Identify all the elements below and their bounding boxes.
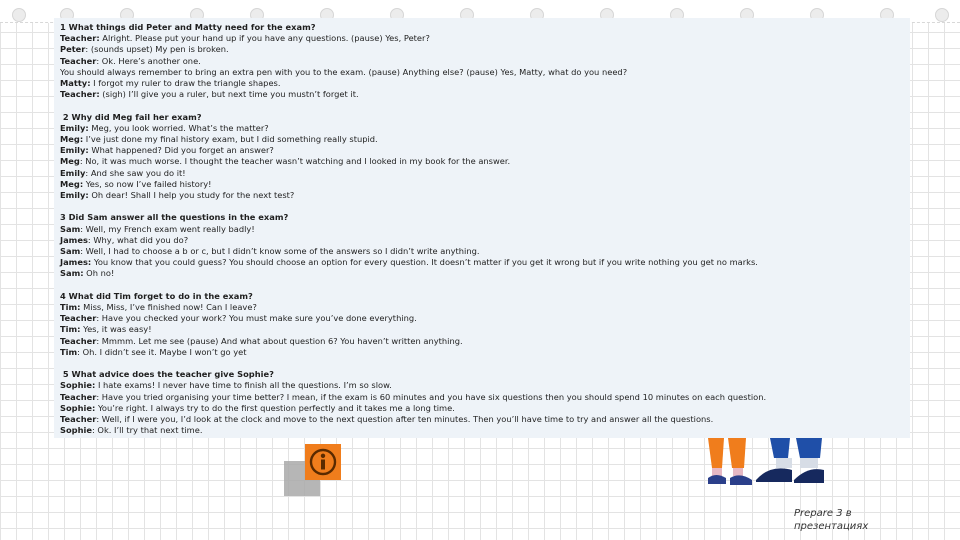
dialogue-line xyxy=(60,44,910,55)
students-legs-illustration xyxy=(700,438,830,494)
line-text: I hate exams! I never have time to finish all the questions. I’m so slow. xyxy=(95,380,392,391)
speaker-name: Meg xyxy=(60,156,80,167)
info-button[interactable] xyxy=(305,444,341,480)
speaker-name: Peter xyxy=(60,44,86,55)
line-text: : Why, what did you do? xyxy=(87,234,189,245)
line-text: : Ok. I’ll try that next time. xyxy=(92,425,203,436)
speaker-name: Meg: xyxy=(60,178,84,189)
speaker-name: Sam xyxy=(60,223,81,234)
line-text: : And she saw you do it! xyxy=(85,167,186,178)
dialogue-line xyxy=(60,123,910,134)
speaker-name: James: xyxy=(60,257,92,268)
dialogue-line xyxy=(60,67,910,78)
dialogue-block xyxy=(60,369,910,436)
speaker-name: James xyxy=(60,234,88,245)
question-heading: 4 What did Tim forget to do in the exam? xyxy=(60,290,253,301)
line-text: : Have you tried organising your time better? I mean, if the exam is 60 minutes and you have six questions then you should spend 10 minutes on each question. xyxy=(96,391,767,402)
line-text: What happened? Did you forget an answer? xyxy=(88,145,274,156)
line-text: : No, it was much worse. I thought the teacher wasn’t watching and I looked in my book for the answer. xyxy=(79,156,511,167)
speaker-name: Sophie: xyxy=(60,402,96,413)
dialogue-line xyxy=(60,33,910,44)
speaker-name: Matty: xyxy=(60,78,91,89)
line-text: : Well, if I were you, I’d look at the clock and move to the next question after ten minutes. Then you’ll have time to try and answer all the questions. xyxy=(96,414,714,425)
speaker-name: Tim xyxy=(60,346,78,357)
line-text: Oh no! xyxy=(83,268,115,279)
dialogue-line xyxy=(60,336,910,347)
dialogue-block xyxy=(60,112,910,202)
dialogue-line xyxy=(60,78,910,89)
dialogue-line xyxy=(60,392,910,403)
question-heading: 3 Did Sam answer all the questions in the exam? xyxy=(60,212,289,223)
question-heading: 5 What advice does the teacher give Sophie? xyxy=(60,369,274,380)
line-text: Alright. Please put your hand up if you have any questions. (pause) Yes, Peter? xyxy=(99,33,430,44)
dialogue-block xyxy=(60,22,910,100)
speaker-name: Teacher xyxy=(60,335,97,346)
dialogue-line xyxy=(60,235,910,246)
speaker-name: Sophie xyxy=(60,425,92,436)
info-icon xyxy=(309,448,337,476)
dialogue-line xyxy=(60,145,910,156)
dialogue-line xyxy=(60,324,910,335)
dialogue-line xyxy=(60,168,910,179)
dialogue-line xyxy=(60,156,910,167)
question-heading: 1 What things did Peter and Matty need for the exam? xyxy=(60,22,316,32)
dialogue-line xyxy=(60,257,910,268)
speaker-name: Sophie: xyxy=(60,380,96,391)
line-text: : Well, I had to choose a b or c, but I didn’t know some of the answers so I didn’t write anything. xyxy=(80,246,480,257)
line-text: You should always remember to bring an extra pen with you to the exam. (pause) Anything else? (pause) Yes, Matty, what do you need? xyxy=(60,66,628,77)
dialogue-line xyxy=(60,313,910,324)
dialogue-line xyxy=(60,134,910,145)
line-text: I forgot my ruler to draw the triangle shapes. xyxy=(90,78,281,89)
speaker-name: Tim: xyxy=(60,302,81,313)
line-text: : Ok. Here’s another one. xyxy=(96,55,201,66)
dialogue-line xyxy=(60,89,910,100)
speaker-name: Emily: xyxy=(60,190,89,201)
speaker-name: Teacher: xyxy=(60,89,100,100)
question-heading: 2 Why did Meg fail her exam? xyxy=(60,111,202,122)
line-text: : Mmmm. Let me see (pause) And what about question 6? You haven’t written anything. xyxy=(96,335,463,346)
transcript-panel xyxy=(54,18,910,438)
speaker-name: Sam xyxy=(60,246,81,257)
speaker-name: Teacher xyxy=(60,313,97,324)
speaker-name: Teacher xyxy=(60,414,97,425)
dialogue-line xyxy=(60,347,910,358)
dialogue-line xyxy=(60,56,910,67)
line-text: I’ve just done my final history exam, but I did something really stupid. xyxy=(83,134,378,145)
speaker-name: Teacher xyxy=(60,391,97,402)
line-text: (sigh) I’ll give you a ruler, but next time you mustn’t forget it. xyxy=(99,89,359,100)
speaker-name: Sam: xyxy=(60,268,84,279)
dialogue-line xyxy=(60,246,910,257)
dialogue-line xyxy=(60,190,910,201)
speaker-name: Meg: xyxy=(60,134,84,145)
line-text: Yes, it was easy! xyxy=(80,324,152,335)
line-text: : Well, my French exam went really badly! xyxy=(80,223,255,234)
line-text: : (sounds upset) My pen is broken. xyxy=(85,44,229,55)
dialogue-block xyxy=(60,212,910,279)
binder-ring xyxy=(935,8,949,22)
dialogue-line xyxy=(60,403,910,414)
line-text: : Have you checked your work? You must make sure you’ve done everything. xyxy=(96,313,417,324)
line-text: You know that you could guess? You should choose an option for every question. It doesn’t matter if you get it wrong but if you write nothing you get no marks. xyxy=(91,257,758,268)
speaker-name: Teacher: xyxy=(60,33,100,44)
speaker-name: Teacher xyxy=(60,55,97,66)
speaker-name: Emily xyxy=(60,167,86,178)
line-text: You’re right. I always try to do the first question perfectly and it takes me a long time. xyxy=(95,402,455,413)
line-text: Miss, Miss, I’ve finished now! Can I leave? xyxy=(80,302,257,313)
dialogue-line xyxy=(60,302,910,313)
dialogue-line xyxy=(60,380,910,391)
line-text: Oh dear! Shall I help you study for the next test? xyxy=(88,190,295,201)
caption-text: Prepare 3 в презентациях xyxy=(794,508,869,532)
dialogue-line xyxy=(60,414,910,425)
dialogue-line xyxy=(60,224,910,235)
dialogue-line xyxy=(60,425,910,436)
speaker-name: Tim: xyxy=(60,324,81,335)
speaker-name: Emily: xyxy=(60,122,89,133)
line-text: : Oh. I didn’t see it. Maybe I won’t go yet xyxy=(77,346,247,357)
dialogue-block xyxy=(60,291,910,358)
dialogue-line xyxy=(60,268,910,279)
binder-ring xyxy=(12,8,26,22)
line-text: Yes, so now I’ve failed history! xyxy=(83,178,212,189)
dialogue-line xyxy=(60,179,910,190)
line-text: Meg, you look worried. What’s the matter? xyxy=(88,122,269,133)
speaker-name: Emily: xyxy=(60,145,89,156)
